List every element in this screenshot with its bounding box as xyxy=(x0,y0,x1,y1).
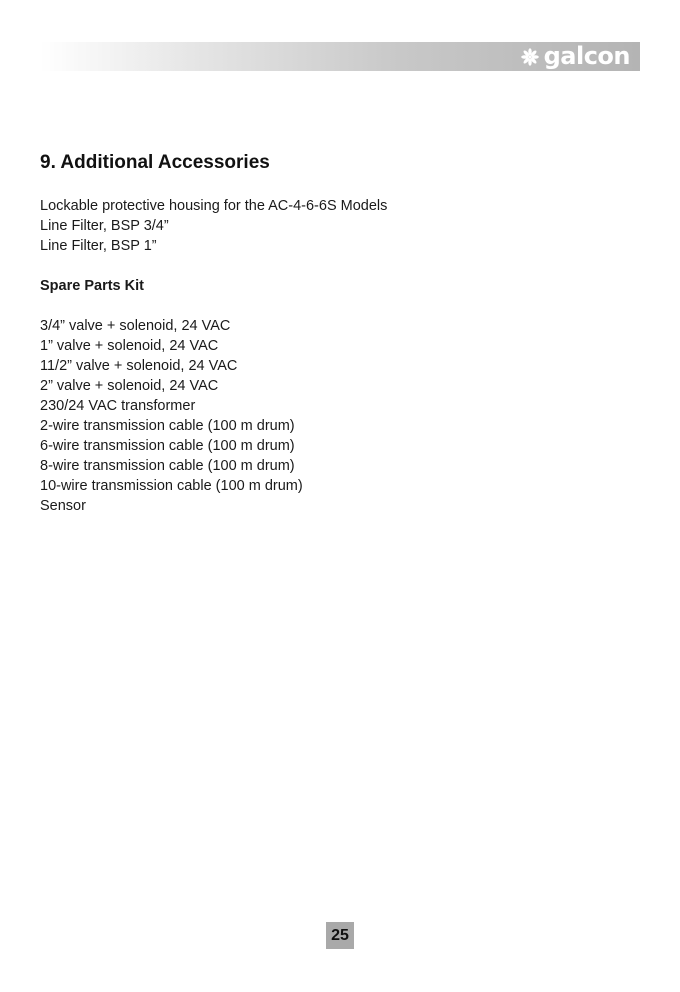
galcon-flower-icon xyxy=(520,47,540,67)
page-number: 25 xyxy=(326,922,354,949)
list-item: 2-wire transmission cable (100 m drum) xyxy=(40,418,295,434)
page-title: 9. Additional Accessories xyxy=(40,152,270,173)
list-item: Lockable protective housing for the AC-4-6-6S Models xyxy=(40,198,388,214)
list-item: 1” valve + solenoid, 24 VAC xyxy=(40,338,219,354)
list-item: Line Filter, BSP 3/4” xyxy=(40,218,169,234)
list-item: 6-wire transmission cable (100 m drum) xyxy=(40,438,295,454)
list-item: 2” valve + solenoid, 24 VAC xyxy=(40,378,219,394)
list-item: 11/2” valve + solenoid, 24 VAC xyxy=(40,358,238,374)
accessory-list xyxy=(40,196,387,256)
spare-parts-list xyxy=(40,316,303,516)
header-bar xyxy=(40,42,640,71)
brand-logo xyxy=(520,42,630,71)
list-item: 8-wire transmission cable (100 m drum) xyxy=(40,458,295,474)
list-item: 230/24 VAC transformer xyxy=(40,398,196,414)
list-item: Sensor xyxy=(40,498,86,514)
list-item: 10-wire transmission cable (100 m drum) xyxy=(40,478,303,494)
list-item: Line Filter, BSP 1” xyxy=(40,238,157,254)
spare-parts-heading: Spare Parts Kit xyxy=(40,278,144,294)
list-item: 3/4” valve + solenoid, 24 VAC xyxy=(40,318,231,334)
brand-name: galcon xyxy=(543,41,630,70)
